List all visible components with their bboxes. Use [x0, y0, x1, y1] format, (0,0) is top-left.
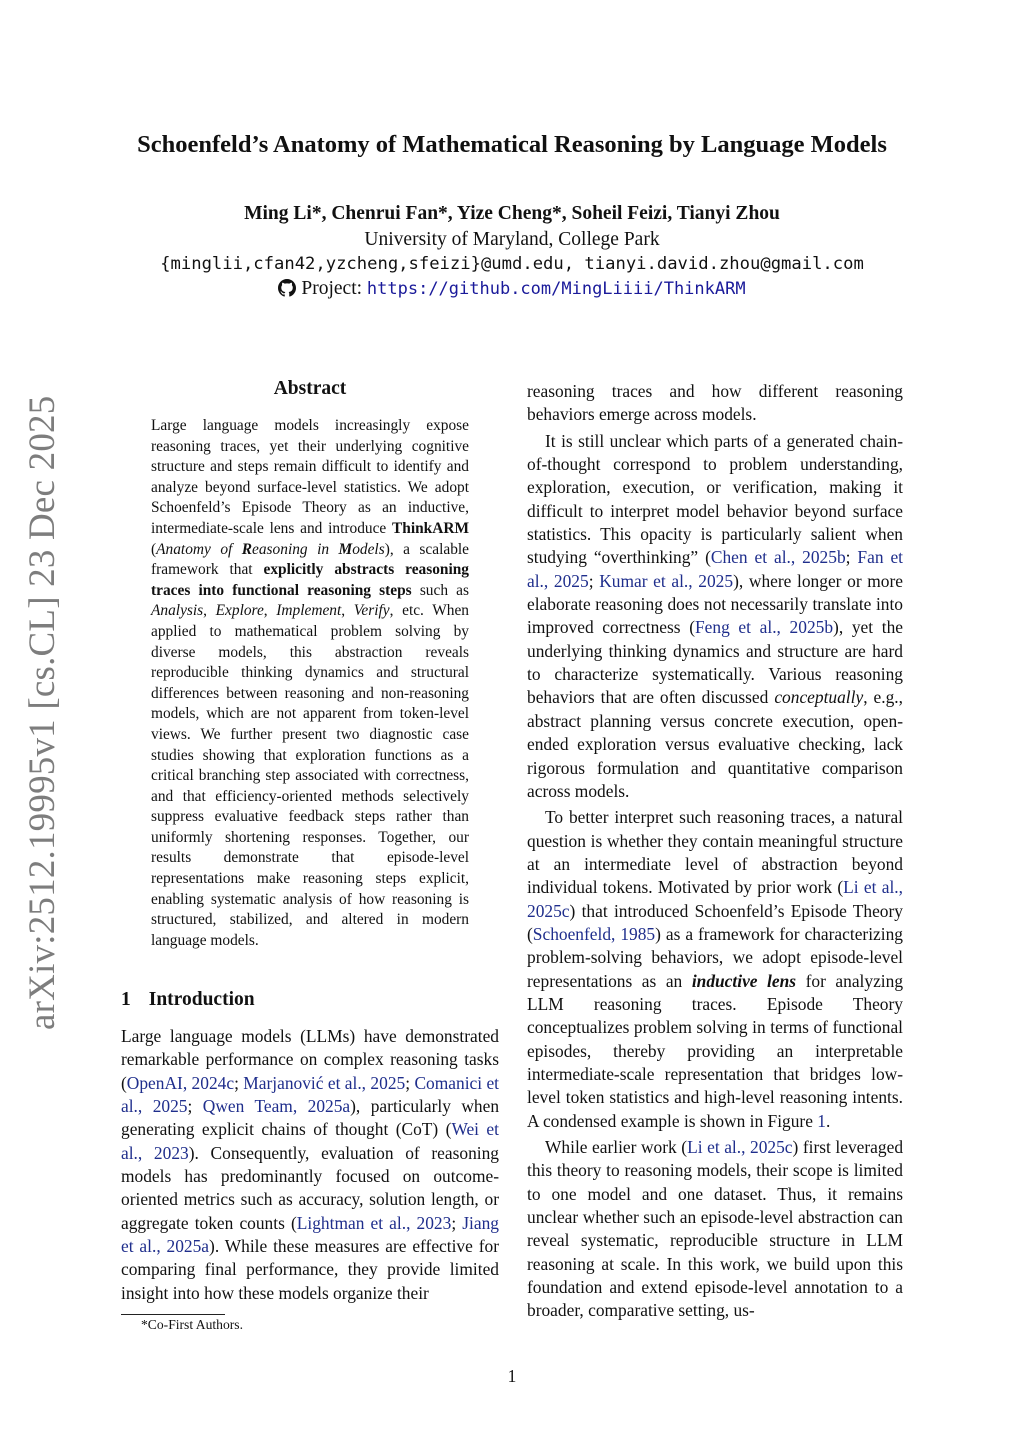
intro-paragraph-1: Large language models (LLMs) have demonstrated remarkable performance on complex reasoning tasks (OpenAI, 2024c; Marjanović et al., 2025; Comanici et al., 2025; Qwen Team, 2025a), particularly when generating explicit chains of thought (CoT) (Wei et al., 2023). Consequently, evaluation of reasoning models has predominantly focused on outcome-oriented metrics such as accuracy, solution length, or aggregate token counts (Lightman et al., 2023; Jiang et al., 2025a). While these measures are effective for comparing final performance, they provide limited insight into how these models organize their: [121, 1026, 500, 1303]
citation-link[interactable]: OpenAI, 2024c: [126, 1072, 235, 1093]
citation-link[interactable]: Feng et al., 2025b: [694, 617, 834, 638]
affiliation: University of Maryland, College Park: [364, 229, 660, 250]
page-number: 1: [507, 1366, 517, 1386]
author-list: Ming Li*, Chenrui Fan*, Yize Cheng*, Soheil Feizi, Tianyi Zhou: [244, 203, 780, 224]
intro-paragraph-3: To better interpret such reasoning traces, a natural question is whether they contain meaningful structure at an intermediate level of abstraction beyond individual tokens. Motivated by prior work (Li et al., 2025c) that introduced Schoenfeld’s Episode Theory (Schoenfeld, 1985) as a framework for characterizing problem-solving behaviors, we adopt episode-level representations as an inductive lens for analyzing LLM reasoning traces. Episode Theory conceptualizes problem solving in terms of functional episodes, thereby providing an interpretable intermediate-scale representation that bridges low-level token statistics and high-level reasoning intents. A condensed example is shown in Figure 1.: [527, 807, 904, 1131]
abstract-text: Large language models increasingly expose reasoning traces, yet their underlying cognitive structure and steps remain difficult to identify and analyze beyond surface-level statistics. We adopt Schoenfeld’s Episode Theory as an inductive, intermediate-scale lens and introduce ThinkARM (Anatomy of Reasoning in Models), a scalable framework that explicitly abstracts reasoning traces into functional reasoning steps such as Analysis, Explore, Implement, Verify, etc. When applied to mathematical problem solving by diverse models, this abstraction reveals reproducible thinking dynamics and structural differences between reasoning and non-reasoning models, which are not apparent from token-level views. We further present two diagnostic case studies showing that exploration functions as a critical branching step associated with correctness, and that efficiency-oriented methods selectively suppress evaluative feedback steps rather than uniformly shortening responses. Together, our results demonstrate that episode-level representations make reasoning steps explicit, enabling systematic analysis of how reasoning is structured, stabilized, and altered in modern language models.: [151, 417, 470, 949]
citation-link[interactable]: Lightman et al., 2023: [296, 1212, 452, 1233]
section-heading-introduction: 1 Introduction: [121, 989, 255, 1010]
project-label: Project:: [301, 278, 363, 299]
right-column-body: [527, 380, 903, 1323]
citation-link[interactable]: Chen et al., 2025b: [710, 547, 846, 568]
intro-paragraph-4: While earlier work (Li et al., 2025c) first leveraged this theory to reasoning models, their scope is limited to one model and one dataset. Thus, it remains unclear whether such an episode-level abstraction can reveal systematic, reproducible structure in LLM reasoning at scale. In this work, we build upon this foundation and extend episode-level annotation to a broader, comparative setting, us-: [527, 1137, 904, 1321]
paper-title: Schoenfeld’s Anatomy of Mathematical Reasoning by Language Models: [137, 131, 887, 158]
footnote-rule: [121, 1314, 225, 1315]
author-emails: {minglii,cfan42,yzcheng,sfeizi}@umd.edu, tianyi.david.zhou@gmail.com: [160, 254, 864, 274]
citation-link[interactable]: Schoenfeld, 1985: [532, 923, 656, 944]
arxiv-stamp: arXiv:2512.19995v1 [cs.CL] 23 Dec 2025: [22, 395, 63, 1030]
intro-paragraph-2: It is still unclear which parts of a generated chain-of-thought correspond to problem understanding, exploration, execution, or verification, making it difficult to interpret model behavior beyond surface statistics. This opacity is particularly salient when studying “overthinking” (Chen et al., 2025b; Fan et al., 2025; Kumar et al., 2025), where longer or more elaborate reasoning does not necessarily translate into improved correctness (Feng et al., 2025b), yet the underlying thinking dynamics and structure are hard to characterize systematically. Various reasoning behaviors that are often discussed conceptually, e.g., abstract planning versus concrete execution, open-ended exploration versus evaluative checking, lack rigorous formulation and quantitative comparison across models.: [527, 430, 904, 801]
citation-link[interactable]: Jiang et al., 2025a: [121, 1212, 499, 1257]
continued-text: reasoning traces and how different reasoning behaviors emerge across models.: [527, 381, 903, 425]
citation-link[interactable]: Comanici et al., 2025: [121, 1072, 500, 1117]
abstract-heading: Abstract: [273, 378, 347, 399]
citation-link[interactable]: Fan et al., 2025: [527, 547, 903, 591]
citation-link[interactable]: Qwen Team, 2025a: [202, 1096, 351, 1117]
intro-paragraph-1-continued: [527, 380, 903, 427]
thinkarm-name: ThinkARM: [392, 519, 469, 537]
citation-link[interactable]: Marjanović et al., 2025: [243, 1072, 406, 1093]
project-link[interactable]: https://github.com/MingLiiii/ThinkARM: [366, 279, 746, 299]
left-column-body: [121, 1025, 499, 1305]
citation-link[interactable]: Li et al., 2025c: [527, 877, 903, 921]
citation-link[interactable]: Kumar et al., 2025: [599, 570, 734, 591]
github-icon: [278, 279, 296, 297]
figure-link[interactable]: 1: [817, 1110, 826, 1131]
citation-link[interactable]: Wei et al., 2023: [121, 1119, 499, 1163]
citation-link[interactable]: Li et al., 2025c: [687, 1137, 793, 1157]
footnote: *Co-First Authors.: [141, 1317, 243, 1332]
project-line: [0, 278, 1024, 300]
